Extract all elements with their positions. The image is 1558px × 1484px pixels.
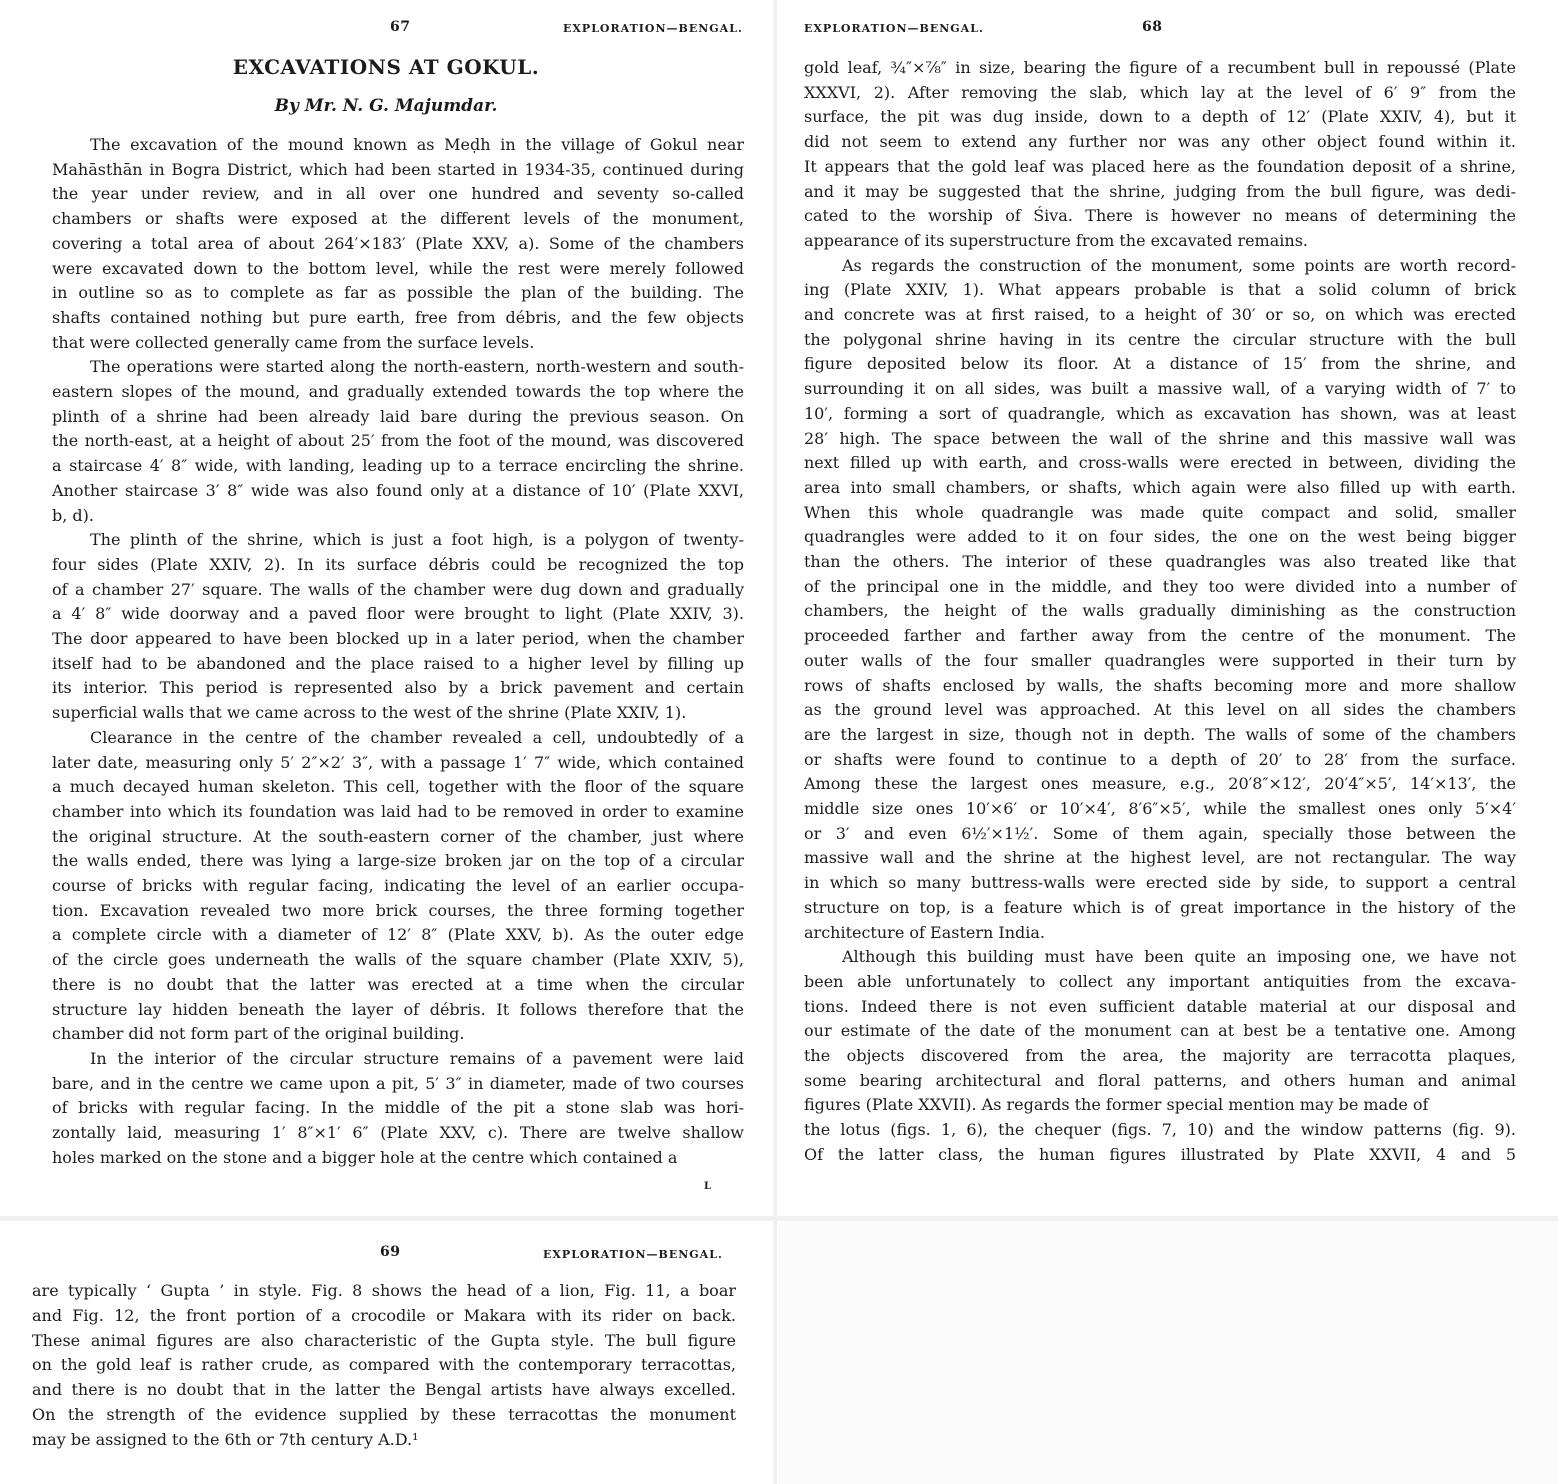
text-line: chambers or shafts were exposed at the different levels of the monument, bbox=[52, 209, 744, 228]
text-line: in outline so as to complete as far as possible the plan of the building. The bbox=[52, 283, 744, 302]
article-byline: By Mr. N. G. Majumdar. bbox=[274, 96, 498, 116]
text-line: chambers, the height of the walls gradually diminishing as the construction bbox=[804, 601, 1516, 620]
text-line: The door appeared to have been blocked up in a later period, when the chamber bbox=[52, 629, 744, 648]
page-69 bbox=[0, 1222, 772, 1484]
text-line: Mahāsthān in Bogra District, which had been started in 1934-35, continued during bbox=[52, 160, 744, 179]
text-line: ing (Plate XXIV, 1). What appears probable is that a solid column of brick bbox=[804, 280, 1516, 299]
text-line: on the gold leaf is rather crude, as compared with the contemporary terracottas, bbox=[32, 1355, 736, 1374]
text-line: surface, the pit was dug inside, down to a depth of 12′ (Plate XXIV, 4), but it bbox=[804, 107, 1516, 126]
text-line: shafts contained nothing but pure earth, free from débris, and the few objects bbox=[52, 308, 744, 327]
text-line: On the strength of the evidence supplied by these terracottas the monument bbox=[32, 1405, 736, 1424]
text-line: its interior. This period is represented also by a brick pavement and certain bbox=[52, 678, 744, 697]
text-line: than the others. The interior of these quadrangles was also treated like that bbox=[804, 552, 1516, 571]
text-line: These animal figures are also characteristic of the Gupta style. The bull figure bbox=[32, 1331, 736, 1350]
text-line: The plinth of the shrine, which is just a foot high, is a polygon of twenty- bbox=[90, 530, 744, 549]
text-line: 28′ high. The space between the wall of the shrine and this massive wall was bbox=[804, 429, 1516, 448]
text-line: chamber into which its foundation was laid had to be removed in order to examine bbox=[52, 802, 744, 821]
text-line: middle size ones 10′×6′ or 10′×4′, 8′6″×5′, while the smallest ones only 5′×4′ bbox=[804, 799, 1516, 818]
text-line: our estimate of the date of the monument can at best be a tentative one. Among bbox=[804, 1021, 1516, 1040]
text-line: area into small chambers, or shafts, which again were also filled up with earth. bbox=[804, 478, 1516, 497]
text-line: tion. Excavation revealed two more brick courses, the three forming together bbox=[52, 901, 744, 920]
text-line: The excavation of the mound known as Meḍh in the village of Gokul near bbox=[90, 135, 744, 154]
page-67 bbox=[0, 0, 772, 1215]
text-line: As regards the construction of the monument, some points are worth record- bbox=[842, 256, 1516, 275]
text-line: architecture of Eastern India. bbox=[804, 923, 1045, 942]
text-line: Although this building must have been quite an imposing one, we have not bbox=[842, 947, 1516, 966]
text-line: that were collected generally came from the surface levels. bbox=[52, 333, 535, 352]
text-line: a complete circle with a diameter of 12′ 8″ (Plate XXV, b). As the outer edge bbox=[52, 925, 744, 944]
text-line: plinth of a shrine had been already laid bare during the previous season. On bbox=[52, 407, 744, 426]
text-line: When this whole quadrangle was made quite compact and solid, smaller bbox=[804, 503, 1516, 522]
text-line: a much decayed human skeleton. This cell, together with the floor of the square bbox=[52, 777, 744, 796]
text-line: Another staircase 3′ 8″ wide was also found only at a distance of 10′ (Plate XXVI, bbox=[52, 481, 744, 500]
text-line: The operations were started along the north-eastern, north-western and south- bbox=[90, 357, 744, 376]
text-line: appearance of its superstructure from the excavated remains. bbox=[804, 231, 1308, 250]
text-line: It appears that the gold leaf was placed here as the foundation deposit of a shrine, bbox=[804, 157, 1516, 176]
text-line: of the principal one in the middle, and they too were divided into a number of bbox=[804, 577, 1516, 596]
running-head: EXPLORATION—BENGAL. bbox=[563, 22, 743, 35]
page-divider bbox=[0, 1216, 1558, 1221]
text-line: proceeded farther and farther away from the centre of the monument. The bbox=[804, 626, 1516, 645]
text-line: course of bricks with regular facing, indicating the level of an earlier occupa- bbox=[52, 876, 744, 895]
text-line: are the largest in size, though not in depth. The walls of some of the chambers bbox=[804, 725, 1516, 744]
text-line: there is no doubt that the latter was erected at a time when the circular bbox=[52, 975, 744, 994]
text-line: gold leaf, ¾″×⅞″ in size, bearing the figure of a recumbent bull in repoussé (Plate bbox=[804, 58, 1516, 77]
text-line: the polygonal shrine having in its centre the circular structure with the bull bbox=[804, 330, 1516, 349]
text-line: the north-east, at a height of about 25′ from the foot of the mound, was discovered bbox=[52, 431, 744, 450]
text-line: outer walls of the four smaller quadrangles were supported in their turn by bbox=[804, 651, 1516, 670]
page-number: 67 bbox=[390, 19, 411, 35]
page-68 bbox=[778, 0, 1558, 1215]
text-line: structure on top, is a feature which is of great importance in the history of the bbox=[804, 898, 1516, 917]
text-line: or 3′ and even 6½′×1½′. Some of them again, specially those between the bbox=[804, 824, 1516, 843]
running-head: EXPLORATION—BENGAL. bbox=[543, 1248, 723, 1261]
text-line: of the circle goes underneath the walls of the square chamber (Plate XXIV, 5), bbox=[52, 950, 744, 969]
text-line: cated to the worship of Śiva. There is however no means of determining the bbox=[804, 206, 1516, 225]
text-line: rows of shafts enclosed by walls, the shafts becoming more and more shallow bbox=[804, 676, 1516, 695]
text-line: may be assigned to the 6th or 7th century A.D.¹ bbox=[32, 1430, 419, 1449]
text-line: the year under review, and in all over one hundred and seventy so-called bbox=[52, 184, 744, 203]
text-line: b, d). bbox=[52, 506, 94, 525]
text-line: and there is no doubt that in the latter the Bengal artists have always excelled. bbox=[32, 1380, 736, 1399]
empty-region bbox=[778, 1222, 1558, 1484]
text-line: and it may be suggested that the shrine, judging from the bull figure, was dedi- bbox=[804, 182, 1516, 201]
text-line: 10′, forming a sort of quadrangle, which as excavation has shown, was at least bbox=[804, 404, 1516, 423]
text-line: quadrangles were added to it on four sides, the one on the west being bigger bbox=[804, 527, 1516, 546]
text-line: eastern slopes of the mound, and gradually extended towards the top where the bbox=[52, 382, 744, 401]
text-line: four sides (Plate XXIV, 2). In its surface débris could be recognized the top bbox=[52, 555, 744, 574]
text-line: itself had to be abandoned and the place raised to a higher level by filling up bbox=[52, 654, 744, 673]
text-line: did not seem to extend any further nor was any other object found within it. bbox=[804, 132, 1516, 151]
text-line: a 4′ 8″ wide doorway and a paved floor were brought to light (Plate XXIV, 3). bbox=[52, 604, 744, 623]
text-line: figure deposited below its floor. At a distance of 15′ from the shrine, and bbox=[804, 354, 1516, 373]
text-line: holes marked on the stone and a bigger hole at the centre which contained a bbox=[52, 1148, 678, 1167]
text-line: as the ground level was approached. At this level on all sides the chambers bbox=[804, 700, 1516, 719]
page-number: 68 bbox=[1142, 19, 1163, 35]
text-line: In the interior of the circular structure remains of a pavement were laid bbox=[90, 1049, 744, 1068]
text-line: surrounding it on all sides, was built a massive wall, of a varying width of 7′ to bbox=[804, 379, 1516, 398]
page-divider bbox=[773, 0, 777, 1484]
text-line: zontally laid, measuring 1′ 8″×1′ 6″ (Plate XXV, c). There are twelve shallow bbox=[52, 1123, 744, 1142]
text-line: are typically ‘ Gupta ’ in style. Fig. 8 shows the head of a lion, Fig. 11, a boar bbox=[32, 1281, 736, 1300]
article-title: EXCAVATIONS AT GOKUL. bbox=[232, 55, 540, 79]
text-line: Among these the largest ones measure, e.g., 20′8″×12′, 20′4″×5′, 14′×13′, the bbox=[804, 774, 1516, 793]
text-line: the walls ended, there was lying a large-size broken jar on the top of a circular bbox=[52, 851, 744, 870]
signature-mark: L bbox=[704, 1181, 712, 1192]
text-line: massive wall and the shrine at the highest level, are not rectangular. The way bbox=[804, 848, 1516, 867]
text-line: of bricks with regular facing. In the middle of the pit a stone slab was hori- bbox=[52, 1098, 744, 1117]
text-line: chamber did not form part of the original building. bbox=[52, 1024, 465, 1043]
text-line: the objects discovered from the area, the majority are terracotta plaques, bbox=[804, 1046, 1516, 1065]
page-number: 69 bbox=[380, 1244, 401, 1260]
text-line: the original structure. At the south-eastern corner of the chamber, just where bbox=[52, 827, 744, 846]
text-line: and Fig. 12, the front portion of a crocodile or Makara with its rider on back. bbox=[32, 1306, 736, 1325]
text-line: some bearing architectural and floral patterns, and others human and animal bbox=[804, 1071, 1516, 1090]
text-line: Of the latter class, the human figures illustrated by Plate XXVII, 4 and 5 bbox=[804, 1145, 1516, 1164]
text-line: been able unfortunately to collect any important antiquities from the excava- bbox=[804, 972, 1516, 991]
running-head: EXPLORATION—BENGAL. bbox=[804, 22, 984, 35]
text-line: of a chamber 27′ square. The walls of the chamber were dug down and gradually bbox=[52, 580, 744, 599]
text-line: figures (Plate XXVII). As regards the former special mention may be made of bbox=[804, 1095, 1429, 1114]
text-line: tions. Indeed there is not even sufficient datable material at our disposal and bbox=[804, 997, 1516, 1016]
text-line: structure lay hidden beneath the layer of débris. It follows therefore that the bbox=[52, 1000, 744, 1019]
text-line: superficial walls that we came across to the west of the shrine (Plate XXIV, 1). bbox=[52, 703, 687, 722]
text-line: bare, and in the centre we came upon a pit, 5′ 3″ in diameter, made of two courses bbox=[52, 1074, 744, 1093]
text-line: in which so many buttress-walls were erected side by side, to support a central bbox=[804, 873, 1516, 892]
text-line: were excavated down to the bottom level, while the rest were merely followed bbox=[52, 259, 744, 278]
text-line: XXXVI, 2). After removing the slab, which lay at the level of 6′ 9″ from the bbox=[804, 83, 1516, 102]
text-line: covering a total area of about 264′×183′ (Plate XXV, a). Some of the chambers bbox=[52, 234, 744, 253]
text-line: the lotus (figs. 1, 6), the chequer (figs. 7, 10) and the window patterns (fig. 9). bbox=[804, 1120, 1516, 1139]
text-line: Clearance in the centre of the chamber revealed a cell, undoubtedly of a bbox=[90, 728, 744, 747]
text-line: later date, measuring only 5′ 2″×2′ 3″, with a passage 1′ 7″ wide, which contained bbox=[52, 753, 744, 772]
text-line: next filled up with earth, and cross-walls were erected in between, dividing the bbox=[804, 453, 1516, 472]
text-line: and concrete was at first raised, to a height of 30′ or so, on which was erected bbox=[804, 305, 1516, 324]
text-line: a staircase 4′ 8″ wide, with landing, leading up to a terrace encircling the shrine. bbox=[52, 456, 744, 475]
text-line: or shafts were found to continue to a depth of 20′ to 28′ from the surface. bbox=[804, 750, 1516, 769]
